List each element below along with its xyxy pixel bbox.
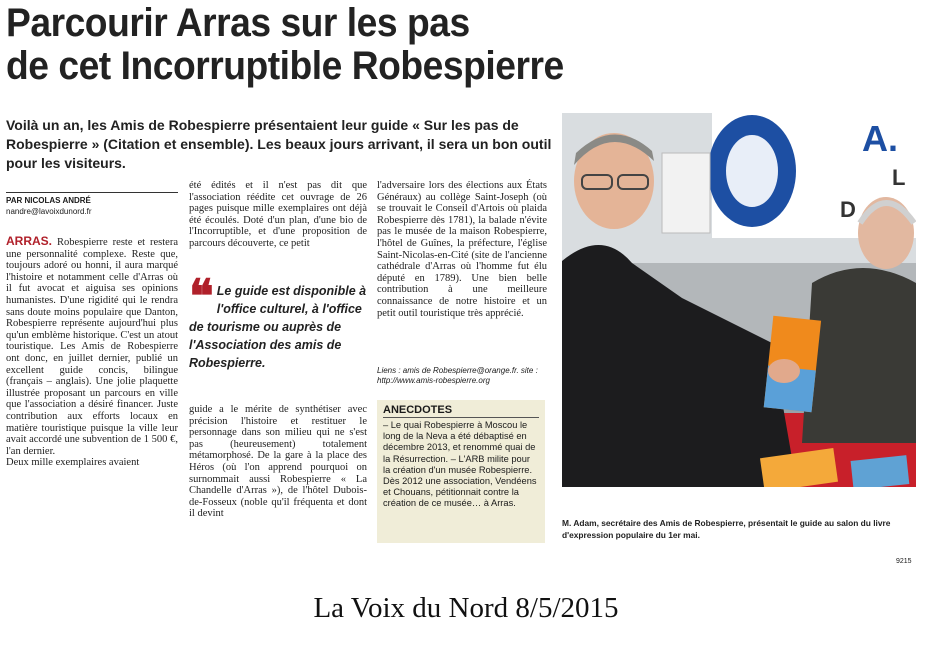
anecdotes-text: – Le quai Robespierre à Moscou le long de la Neva a été débaptisé en décembre 2013, et renommé quai de la Résurrection. – L'ARB milite pour la création d'un musée Robespierre. Dès 2012 une association, Vendéens et Chouans, pétitionnait contre la création de ce musée… à Arras. [383, 420, 537, 509]
column-1-body: Robespierre reste et restera une personnalité complexe. Reste que, toujours adoré ou honni, il aura marqué l'histoire et notamment celle d'Arras où il fut avocat et aiguisa ses opinions humanistes. D'une rigidité qui le rendra sans doute moins populaire que Danton, Robespierre représente aujourd'hui plus qu'un emblème historique. C'est un atout touristique. Les Amis de Robespierre ont donc, en juillet dernier, publié un excellent guide concis, bilingue (français – anglais). Une jolie plaquette illustrée proposant un parcours en ville que l'association a désiré financer. Juste contribution aux efforts locaux en matière touristique puisque la ville leur avait accordé une subvention de 1 500 €, l'an dernier. [6, 237, 178, 457]
column-2-top-text: été édités et il n'est pas dit que l'association réédite cet ouvrage de 26 pages puisque mille exemplaires ont déjà été écoulés. Doté d'un plan, d'une bio de l'Incorruptible, et d'une proposition de parcours découverte, ce petit [189, 180, 367, 249]
man-right-jacket [802, 268, 916, 443]
column-3-text: l'adversaire lors des élections aux États Généraux) au collège Saint-Joseph (où se trouvait le Conseil d'Artois où plaida Robespierre dès 1781), la balade n'évite pas le musée de la maison Robespierre, l'hôtel de Guînes, la préfecture, l'église Saint-Nicolas-en-Cité (site de l'ancienne cathédrale d'Arras où l'homme fut élu député en 1789). Une bien belle contribution à une meilleure connaissance de notre histoire et un petit outil touristique très apprécié. [377, 180, 547, 319]
author-name: PAR NICOLAS ANDRÉ [6, 196, 91, 205]
byline [6, 192, 178, 216]
author-email: nandre@lavoixdunord.fr [6, 207, 92, 216]
article-column-2-bottom [189, 404, 367, 520]
pull-quote [189, 271, 367, 372]
pull-quote-text: Le guide est disponible à l'office culturel, à l'office de tourisme ou auprès de l'Association des amis de Robespierre. [189, 284, 367, 370]
banner-letter-d: D [840, 197, 856, 222]
links-note: Liens : amis de Robespierre@orange.fr. site : http://www.amis-robespierre.org [377, 366, 538, 385]
article-photo [562, 113, 916, 487]
article-column-3 [377, 180, 547, 319]
lead-paragraph: Voilà un an, les Amis de Robespierre présentaient leur guide « Sur les pas de Robespierre » (Citation et ensemble). Les beaux jours arrivant, il sera un bon outil pour les visiteurs. [6, 117, 552, 171]
dateline: ARRAS. [6, 234, 53, 248]
banner-letter-l: L [892, 165, 906, 190]
anecdotes-title: ANECDOTES [383, 404, 539, 418]
page-code: 9215 [896, 558, 912, 565]
column-2-bottom-text: guide a le mérite de synthétiser avec précision l'histoire et restituer le personnage dans son milieu qui ne s'est pas (heureusement) totalement métamorphosé. De la gare à la place des Héros (où l'on apprend pourquoi on surnommait aussi Robespierre « La Chandelle d'Arras »), de l'hôtel Dubois-de-Fosseux (noble qu'il fréquenta et dont il devint [189, 404, 367, 520]
photo-caption: M. Adam, secrétaire des Amis de Robespierre, présentait le guide au salon du livre d'expression populaire du 1er mai. [562, 518, 891, 541]
headline-line-2: de cet Incorruptible Robespierre [6, 44, 564, 88]
article-column-1 [6, 236, 178, 469]
article-column-2-top [189, 180, 367, 250]
column-1-tail: Deux mille exemplaires avaient [6, 457, 140, 469]
man-right-face [858, 197, 914, 269]
photo-illustration [562, 113, 916, 487]
anecdotes-box [377, 400, 545, 543]
source-label: La Voix du Nord 8/5/2015 [313, 592, 619, 624]
headline [6, 2, 583, 88]
headline-line-1: Parcourir Arras sur les pas [6, 1, 470, 45]
quote-mark-icon: ❝ [189, 271, 214, 322]
banner-letters: A. [862, 118, 898, 159]
